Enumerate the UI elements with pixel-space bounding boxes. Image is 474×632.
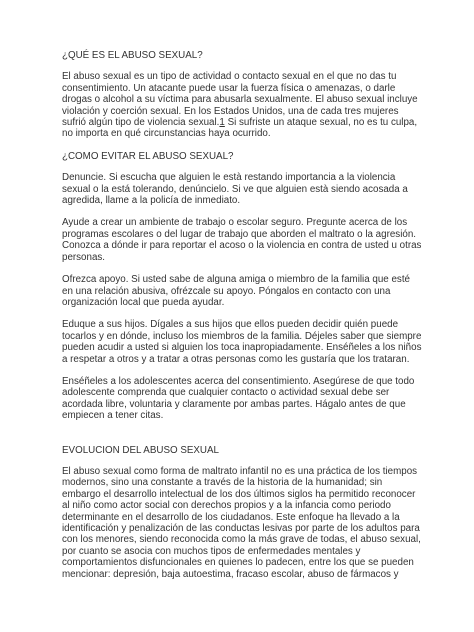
paragraph-definition-text-cont: Si sufriste un ataque sexual, no es tu culpa, no importa en qué circunstancias haya ocurrido. (62, 117, 418, 140)
paragraph-definition (62, 71, 422, 139)
paragraph-eduque: Eduque a sus hijos. Dígales a sus hijos que ellos pueden decidir quién puede tocarlos y en dónde, incluso los miembros de la familia. Déjeles saber que siempre pueden acudir a usted si alguien los toca inapropiadamente. Enséñeles a los niños a respetar a otros y a tratar a otras personas como les gustaría que los trataran. (62, 319, 422, 365)
paragraph-ofrezca: Ofrezca apoyo. Si usted sabe de alguna amiga o miembro de la familia que esté en una relación abusiva, ofrézcale su apoyo. Póngalos en contacto con una organización local que pueda ayudar. (62, 274, 410, 308)
section-heading-evolucion: EVOLUCION DEL ABUSO SEXUAL (62, 444, 219, 456)
paragraph-ayude: Ayude a crear un ambiente de trabajo o escolar seguro. Pregunte acerca de los programas escolares o del lugar de trabajo que aborden el maltrato o la agresión. Conozca a dónde ir para reportar el acoso o la violencia en contra de usted u otras personas. (62, 217, 422, 263)
section-heading-como-evitar: ¿COMO EVITAR EL ABUSO SEXUAL? (62, 150, 234, 162)
document-page (62, 50, 422, 591)
paragraph-evolucion: El abuso sexual como forma de maltrato infantil no es una práctica de los tiempos modernos, sino una constante a través de la historia de la humanidad; sin embargo el desarrollo intelectual de los dos últimos siglos ha permitido reconocer al niño como actor social con derechos propios y a la infancia como periodo determinante en el desarrollo de los ciudadanos. Este enfoque ha llevado a la identificación y penalización de las conductas lesivas por parte de los adultos para con los menores, siendo reconocida como la más grave de todas, el abuso sexual, por cuanto se asocia con muchos tipos de enfermedades mentales y comportamientos disfuncionales en quienes lo padecen, entre los que se pueden mencionar: depresión, baja autoestima, fracaso escolar, abuso de fármacos y (62, 465, 421, 580)
section-spacer (62, 433, 422, 445)
paragraph-denuncie: Denuncie. Si escucha que alguien le està restando importancia a la violencia sexual o la está tolerando, denúncielo. Si ve que alguien està siendo acosada a agredida, llame a la policía de inmediato. (62, 172, 408, 207)
footnote-reference-link[interactable]: 1 (219, 117, 225, 129)
section-heading-que-es: ¿QUÉ ES EL ABUSO SEXUAL? (62, 50, 203, 61)
paragraph-ensene: Enséñeles a los adolescentes acerca del consentimiento. Asegúrese de que todo adolescente comprenda que cualquier contacto o actividad sexual debe ser acordada libre, voluntaria y claramente por ambas partes. Hágalo antes de que empiecen a tener citas. (62, 375, 415, 422)
paragraph-definition-text: El abuso sexual es un tipo de actividad o contacto sexual en el que no das tu consentimiento. Un atacante puede usar la fuerza física o amenazas, o darle drogas o alcohol a su víctima para abusarla sexualmente. El abuso sexual incluye violación y coerción sexual. En los Estados Unidos, una de cada tres mujeres sufrió algún tipo de violencia sexual. (62, 71, 418, 129)
